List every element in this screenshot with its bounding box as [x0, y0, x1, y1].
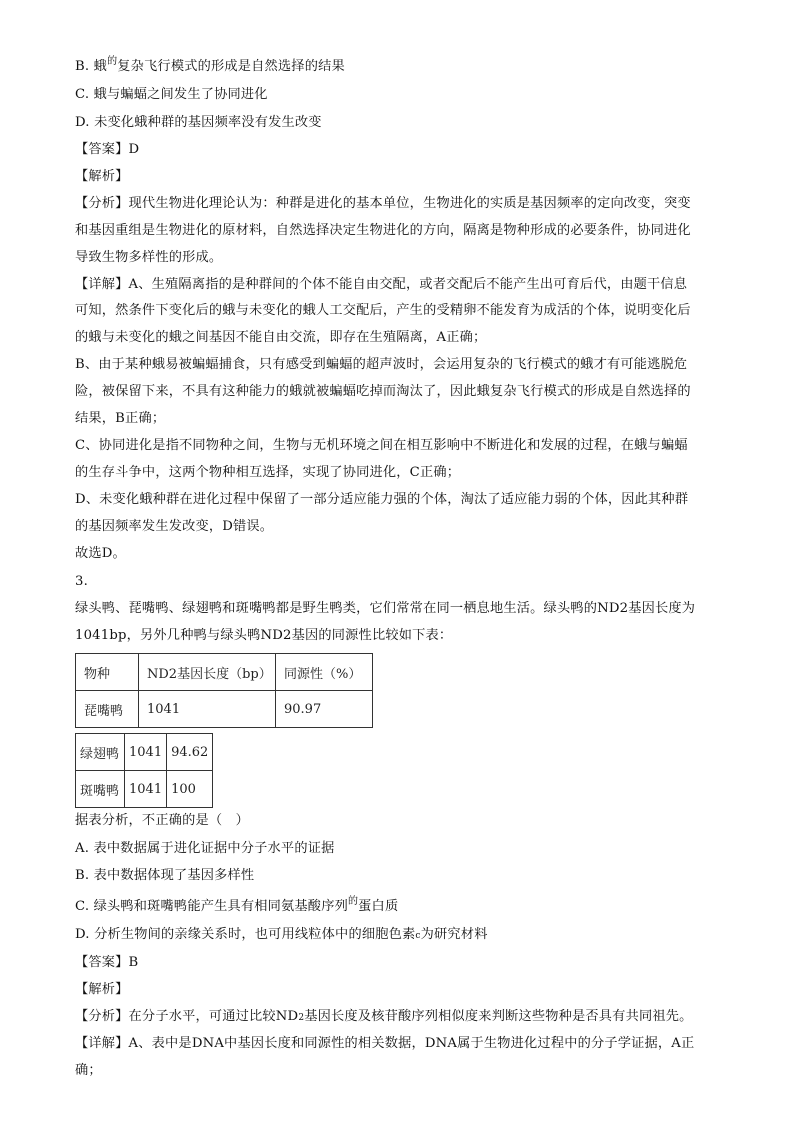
table-header-row [76, 654, 373, 691]
text-sub: 2 [298, 1013, 305, 1023]
paragraph-line: B、由于某种蛾易被蝙蝠捕食，只有感受到蝙蝠的超声波时，会运用复杂的飞行模式的蛾才有可能逃脱危 [75, 357, 688, 372]
table-header-cell: 物种 [76, 654, 139, 691]
table-cell: 琵嘴鸭 [76, 691, 139, 728]
table-row [76, 734, 213, 771]
text-sup: 的 [347, 896, 359, 907]
detail-paragraph: 【详解】A、表中是DNA中基因长度和同源性的相关数据，DNA属于生物进化过程中的分子学证据，A正 [75, 1036, 695, 1051]
text-pre: 【分析】在分子水平，可通过比较ND [75, 1009, 299, 1024]
table-header-cell: 同源性（%） [276, 654, 373, 691]
table-header-cell: ND2基因长度（bp） [139, 654, 276, 691]
paragraph-line: 结果，B正确； [75, 411, 166, 426]
text-post: 复杂飞行模式的形成是自然选择的结果 [117, 59, 345, 74]
homology-table-top [75, 653, 373, 728]
text-post: 蛋白质 [358, 899, 399, 914]
paragraph-line: 【详解】A、生殖隔离指的是种群间的个体不能自由交配，或者交配后不能产生出可育后代，由题干信息 [75, 277, 688, 292]
analysis-label: 【解析】 [75, 982, 129, 997]
text-pre: C. 绿头鸭和斑嘴鸭能产生具有相同氨基酸序列 [75, 899, 348, 914]
paragraph-line: 险，被保留下来，不具有这种能力的蛾就被蝙蝠吃掉而淘汰了，因此蛾复杂飞行模式的形成是自然选择的 [75, 384, 691, 399]
table-cell: 1041 [125, 734, 167, 771]
option-d [75, 926, 488, 945]
paragraph-line: 的基因频率发生发改变，D错误。 [75, 519, 274, 534]
homology-table-bottom [75, 733, 213, 808]
line-b-option [75, 58, 345, 77]
question-stem: 1041bp，另外几种鸭与绿头鸭ND2基因的同源性比较如下表： [75, 628, 453, 643]
paragraph-line: C、协同进化是指不同物种之间，生物与无机环境之间在相互影响中不断进化和发展的过程，在蛾与蝙蝠 [75, 438, 688, 453]
text-pre: D. 分析生物间的亲缘关系时，也可用线粒体中的细胞色素 [75, 927, 416, 942]
table-row [76, 771, 213, 808]
question-prompt: 据表分析，不正确的是（ ） [75, 813, 250, 828]
answer-label: 【答案】D [75, 142, 140, 157]
option-a: A. 表中数据属于进化证据中分子水平的证据 [75, 841, 335, 856]
text-post: 为研究材料 [420, 927, 488, 942]
table-cell: 绿翅鸭 [76, 734, 125, 771]
table-cell: 100 [167, 771, 213, 808]
table-row [76, 691, 373, 728]
detail-paragraph: 确； [75, 1063, 102, 1078]
text-sub: c [415, 931, 421, 941]
option-b: B. 表中数据体现了基因多样性 [75, 868, 255, 883]
text-pre: B. 蛾 [75, 59, 108, 74]
line-c-option: C. 蛾与蝙蝠之间发生了协同进化 [75, 87, 268, 102]
paragraph-line: 【分析】现代生物进化理论认为：种群是进化的基本单位，生物进化的实质是基因频率的定向改变，突变 [75, 196, 691, 211]
table-cell: 90.97 [276, 691, 373, 728]
text-sup: 的 [107, 56, 118, 67]
paragraph-line: D、未变化蛾种群在进化过程中保留了一部分适应能力强的个体，淘汰了适应能力弱的个体，因此其种群 [75, 492, 689, 507]
paragraph-line: 导致生物多样性的形成。 [75, 250, 223, 265]
answer-label: 【答案】B [75, 955, 139, 970]
analysis-paragraph [75, 1008, 693, 1027]
line-d-option: D. 未变化蛾种群的基因频率没有发生改变 [75, 115, 322, 130]
table-cell: 1041 [125, 771, 167, 808]
table-cell: 94.62 [167, 734, 213, 771]
table-cell: 1041 [139, 691, 276, 728]
paragraph-line: 的生存斗争中，这两个物种相互选择，实现了协同进化，C正确； [75, 465, 461, 480]
analysis-label: 【解析】 [75, 169, 129, 184]
question-stem: 绿头鸭、琵嘴鸭、绿翅鸭和斑嘴鸭都是野生鸭类，它们常常在同一栖息地生活。绿头鸭的ND2基因长度为 [75, 601, 696, 616]
table-cell: 斑嘴鸭 [76, 771, 125, 808]
text-post: 基因长度及核苷酸序列相似度来判断这些物种是否具有共同祖先。 [304, 1009, 693, 1024]
paragraph-line: 可知，然条件下变化后的蛾与未变化的蛾人工交配后，产生的受精卵不能发育为成活的个体，说明变化后 [75, 303, 691, 318]
conclusion-line: 故选D。 [75, 546, 126, 561]
paragraph-line: 的蛾与未变化的蛾之间基因不能自由交流，即存在生殖隔离，A正确； [75, 330, 487, 345]
question-number: 3. [75, 574, 88, 589]
option-c [75, 898, 398, 917]
paragraph-line: 和基因重组是生物进化的原材料，自然选择决定生物进化的方向，隔离是物种形成的必要条件，协同进化 [75, 223, 691, 238]
